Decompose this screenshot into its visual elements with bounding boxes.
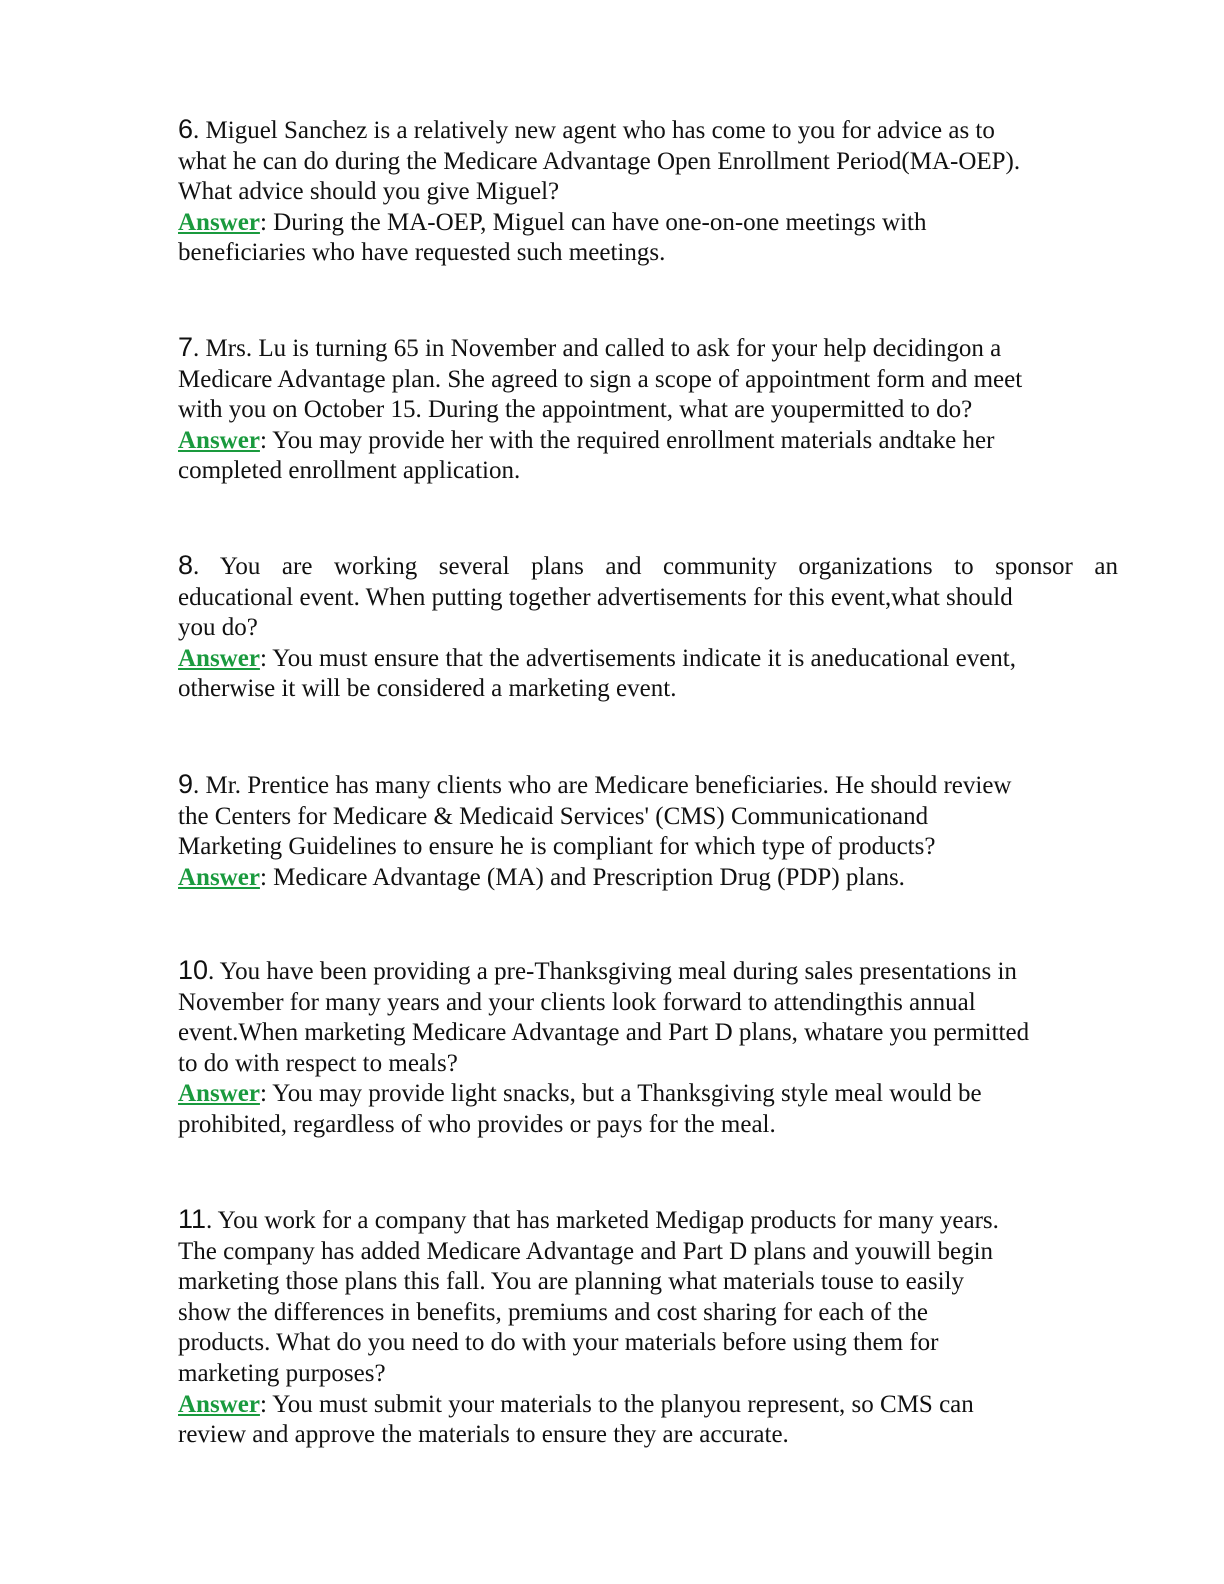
question-line: to do with respect to meals? [178, 1049, 458, 1077]
answer-label: Answer [178, 1390, 260, 1418]
question-number: 10 [178, 955, 209, 985]
question-line: marketing purposes? [178, 1359, 386, 1387]
question-line: what he can do during the Medicare Advantage Open Enrollment Period(MA-OEP). [178, 147, 1021, 175]
question-9: 9. Mr. Prentice has many clients who are Medicare beneficiaries. He should review the Centers for Medicare & Medicaid Services' (CMS) Communicationand Marketing Guidelines to ensure he is compliant for which type of products? [178, 769, 1118, 863]
answer-line: : You must ensure that the advertisements indicate it is aneducational event, [259, 644, 1017, 672]
question-line: educational event. When putting together advertisements for this event,what should [178, 583, 1013, 611]
answer-label: Answer [178, 426, 260, 454]
answer-line: review and approve the materials to ensure they are accurate. [178, 1421, 789, 1449]
answer-line: otherwise it will be considered a marketing event. [178, 675, 677, 703]
answer-line: completed enrollment application. [178, 457, 521, 485]
qa-item-6 [178, 114, 1118, 269]
question-number: 7 [178, 332, 194, 362]
question-line: You have been providing a pre-Thanksgiving meal during sales presentations in [214, 958, 1017, 985]
qa-item-9 [178, 769, 1118, 893]
answer-line: : You may provide her with the required enrollment materials andtake her [259, 426, 995, 454]
answer-6 [178, 208, 1118, 269]
question-line: You are working several plans and community organizations to sponsor an [199, 553, 1118, 580]
question-line: What advice should you give Miguel? [178, 178, 560, 206]
answer-8 [178, 644, 1118, 705]
answer-line: : Medicare Advantage (MA) and Prescription Drug (PDP) plans. [259, 863, 905, 891]
question-line: event.When marketing Medicare Advantage and Part D plans, whatare you permitted [178, 1019, 1030, 1047]
qa-item-8 [178, 550, 1118, 705]
answer-line: prohibited, regardless of who provides or pays for the meal. [178, 1110, 776, 1138]
question-line: show the differences in benefits, premiums and cost sharing for each of the [178, 1298, 928, 1326]
answer-11 [178, 1390, 1118, 1451]
answer-label: Answer [178, 644, 260, 672]
answer-line: : You may provide light snacks, but a Thanksgiving style meal would be [259, 1080, 982, 1108]
question-line: Mrs. Lu is turning 65 in November and called to ask for your help decidingon a [199, 335, 1002, 362]
question-7: 7. Mrs. Lu is turning 65 in November and called to ask for your help decidingon a Medicare Advantage plan. She agreed to sign a scope of appointment form and meet with you on October 15. During the appointment, what are youpermitted to do? [178, 332, 1118, 426]
question-line: November for many years and your clients look forward to attendingthis annual [178, 988, 976, 1016]
qa-item-10 [178, 955, 1118, 1141]
question-10: 10. You have been providing a pre-Thanksgiving meal during sales presentations in November for many years and your clients look forward to attendingthis annual event.When marketing Medicare Advantage and Part D plans, whatare you permitted to do with respect to meals? [178, 955, 1118, 1079]
qa-item-11 [178, 1204, 1118, 1451]
answer-7 [178, 426, 1118, 487]
answer-9 [178, 863, 1118, 894]
question-line: the Centers for Medicare & Medicaid Services' (CMS) Communicationand [178, 802, 929, 830]
question-line: you do? [178, 614, 258, 642]
qa-item-7 [178, 332, 1118, 487]
answer-line: : During the MA-OEP, Miguel can have one-on-one meetings with [259, 208, 927, 236]
question-line: with you on October 15. During the appointment, what are youpermitted to do? [178, 396, 973, 424]
question-6: 6. Miguel Sanchez is a relatively new agent who has come to you for advice as to what he can do during the Medicare Advantage Open Enrollment Period(MA-OEP). What advice should you give Miguel? [178, 114, 1118, 208]
answer-label: Answer [178, 863, 260, 891]
question-number: 9 [178, 769, 194, 799]
question-line: You work for a company that has marketed Medigap products for many years. [212, 1207, 999, 1234]
question-11: 11. You work for a company that has marketed Medigap products for many years. The company has added Medicare Advantage and Part D plans and youwill begin marketing those plans this fall. You are planning what materials touse to easily show the differences in benefits, premiums and cost sharing for each of the products. What do you need to do with your materials before using them for marketing purposes? [178, 1204, 1118, 1390]
question-line: The company has added Medicare Advantage and Part D plans and youwill begin [178, 1237, 994, 1265]
question-line: marketing those plans this fall. You are planning what materials touse to easily [178, 1268, 964, 1296]
answer-label: Answer [178, 1080, 260, 1108]
question-number: 8 [178, 550, 194, 580]
answer-label: Answer [178, 208, 260, 236]
answer-line: : You must submit your materials to the planyou represent, so CMS can [259, 1390, 974, 1418]
question-line: Marketing Guidelines to ensure he is compliant for which type of products? [178, 833, 936, 861]
answer-line: beneficiaries who have requested such meetings. [178, 239, 666, 267]
answer-10 [178, 1079, 1118, 1140]
question-line: Medicare Advantage plan. She agreed to sign a scope of appointment form and meet [178, 365, 1023, 393]
question-line: Mr. Prentice has many clients who are Medicare beneficiaries. He should review [199, 772, 1012, 799]
question-number: 6 [178, 114, 194, 144]
question-8: 8. You are working several plans and community organizations to sponsor an educational event. When putting together advertisements for this event,what should you do? [178, 550, 1118, 644]
question-number: 11 [178, 1204, 207, 1234]
question-line: Miguel Sanchez is a relatively new agent who has come to you for advice as to [199, 117, 995, 144]
question-line: products. What do you need to do with your materials before using them for [178, 1329, 939, 1357]
